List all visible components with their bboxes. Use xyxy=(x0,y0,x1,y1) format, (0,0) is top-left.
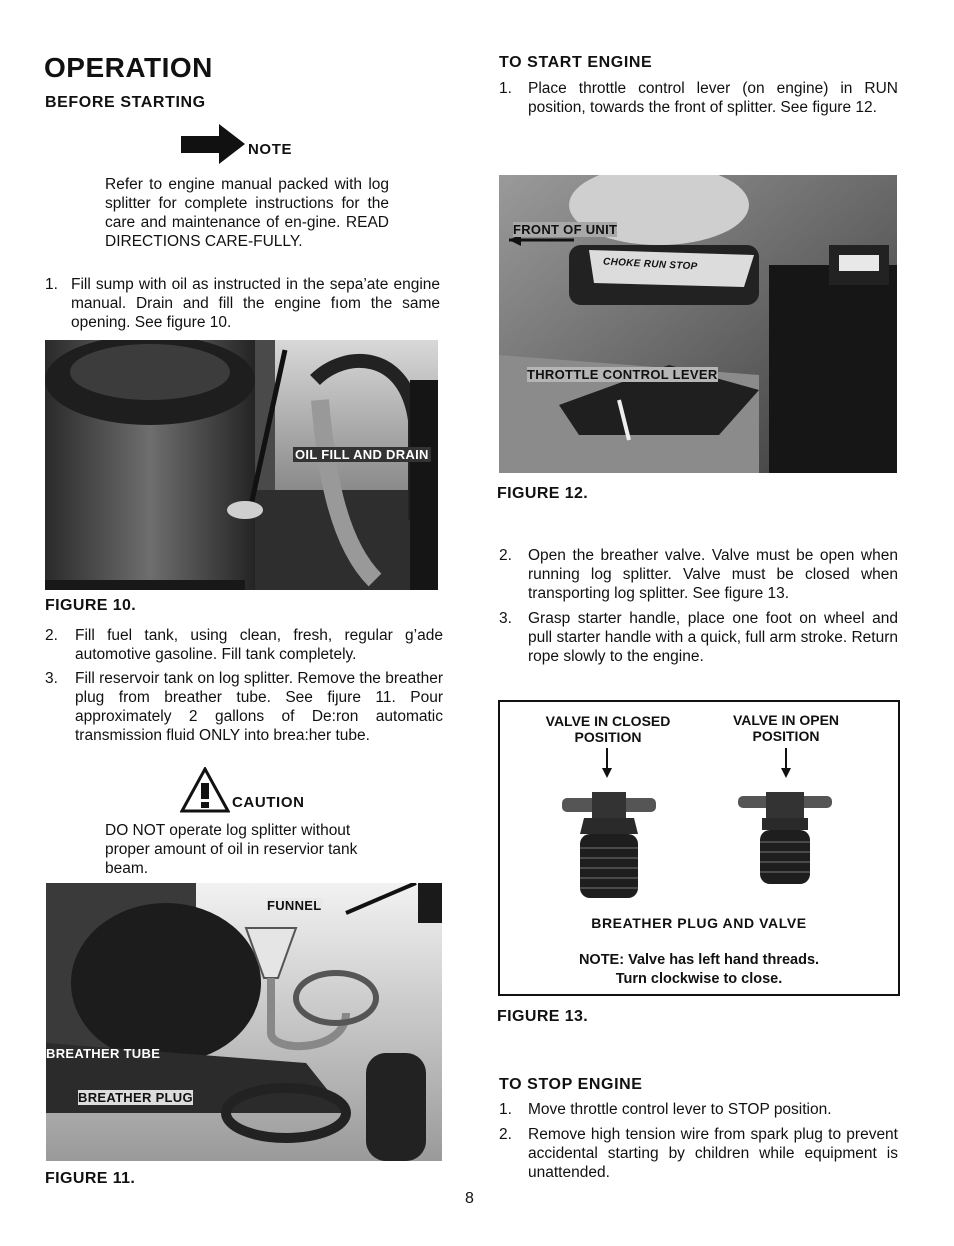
breather-plug-label: BREATHER PLUG xyxy=(78,1090,193,1105)
figure-11-caption: FIGURE 11. xyxy=(45,1170,136,1187)
arrow-down-icon xyxy=(779,748,793,778)
step-3-number: 3. xyxy=(45,670,58,687)
breather-plug-title: BREATHER PLUG AND VALVE xyxy=(591,915,807,931)
page-number: 8 xyxy=(465,1190,474,1207)
figure-12-caption: FIGURE 12. xyxy=(497,485,589,502)
note-text: Refer to engine manual packed with log splitter for complete instructions for the care and maintenance of en-gine. READ DIRECTIONS CARE-FULLY. xyxy=(105,176,389,250)
stop-step-2-text: Remove high tension wire from spark plug to prevent accidental starting by children while equipment is unattended. xyxy=(528,1126,898,1181)
valve-open-image xyxy=(738,792,832,884)
start-step-1-text: Place throttle control lever (on engine) in RUN position, towards the front of splitter. See figure 12. xyxy=(528,80,898,116)
choke-run-stop-label: CHOKE RUN STOP xyxy=(602,256,698,273)
step-3-text: Fill reservoir tank on log splitter. Remove the breather plug from breather tube. See fiȷure 11. Pour approximately 2 gallons of De:ron automatic transmission fluid ONLY into brea:her tube. xyxy=(75,670,443,744)
open-label-line-2: POSITION xyxy=(752,728,820,744)
figure-13-box xyxy=(498,700,900,996)
stop-step-1-number: 1. xyxy=(499,1101,512,1118)
figure-10-caption: FIGURE 10. xyxy=(45,597,137,614)
to-stop-engine-heading: TO STOP ENGINE xyxy=(499,1076,643,1093)
valve-note-line-2: Turn clockwise to close. xyxy=(615,971,783,987)
step-2-text: Fill fuel tank, using clean, fresh, regular g’ade automotive gasoline. Fill tank completely. xyxy=(75,627,443,663)
arrow-right-icon xyxy=(181,124,245,164)
start-step-2-text: Open the breather valve. Valve must be open when running log splitter. Valve must be closed when transporting log splitter. See figure 13. xyxy=(528,547,898,602)
figure-12-photo xyxy=(499,175,897,473)
start-step-3-number: 3. xyxy=(499,610,512,627)
caution-text: DO NOT operate log splitter without proper amount of oil in reservior tank beam. xyxy=(105,822,358,877)
page-title: OPERATION xyxy=(44,52,213,83)
figure-10-photo xyxy=(45,340,438,590)
stop-step-2-number: 2. xyxy=(499,1126,512,1143)
warning-triangle-icon xyxy=(180,767,230,813)
figure-13-caption: FIGURE 13. xyxy=(497,1008,589,1025)
step-1-number: 1. xyxy=(45,276,58,293)
closed-label-line-1: VALVE IN CLOSED xyxy=(545,713,671,729)
valve-note-line-1: NOTE: Valve has left hand threads. xyxy=(578,952,820,968)
closed-label xyxy=(538,713,678,745)
step-2-number: 2. xyxy=(45,627,58,644)
breather-tube-label: BREATHER TUBE xyxy=(46,1046,161,1061)
valve-note xyxy=(500,951,898,989)
stop-step-1-text: Move throttle control lever to STOP position. xyxy=(528,1101,832,1118)
start-step-1-number: 1. xyxy=(499,80,512,97)
arrow-down-icon xyxy=(600,748,614,778)
closed-label-line-2: POSITION xyxy=(574,729,642,745)
figure-11-photo xyxy=(46,883,442,1161)
open-label xyxy=(726,712,846,744)
before-starting-heading: BEFORE STARTING xyxy=(45,94,206,111)
open-label-line-1: VALVE IN OPEN xyxy=(732,712,840,728)
figure-10-label: OIL FILL AND DRAIN xyxy=(295,447,429,462)
funnel-label: FUNNEL xyxy=(267,898,322,913)
valve-closed-image xyxy=(562,792,656,898)
to-start-engine-heading: TO START ENGINE xyxy=(499,54,653,71)
front-of-unit-label: FRONT OF UNIT xyxy=(513,222,618,237)
start-step-2-number: 2. xyxy=(499,547,512,564)
note-label: NOTE xyxy=(248,141,293,158)
step-1-text: Fill sump with oil as instructed in the sepa’ate engine manual. Drain and fill the engine fıom the same opening. See figure 10. xyxy=(71,276,440,331)
throttle-lever-label: THROTTLE CONTROL LEVER xyxy=(527,367,718,382)
caution-label: CAUTION xyxy=(232,794,305,811)
start-step-3-text: Grasp starter handle, place one foot on wheel and pull starter handle with a quick, full arm stroke. Return rope slowly to the engine. xyxy=(528,610,898,665)
